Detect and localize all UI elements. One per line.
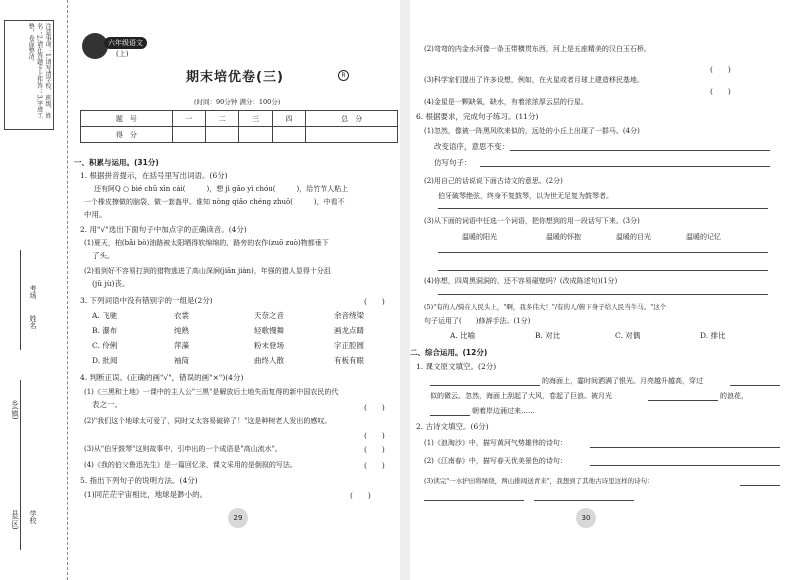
answer-paren[interactable]: ( ) bbox=[364, 461, 385, 470]
question-2-2: 2. 古诗文填空。(6分) bbox=[416, 422, 489, 431]
answer-line[interactable] bbox=[534, 500, 634, 501]
score-table bbox=[80, 110, 398, 143]
field-name: 姓名 bbox=[29, 315, 37, 329]
option-d-2: 袖筒 bbox=[174, 356, 189, 365]
grade-label: 六年级语文 bbox=[104, 37, 147, 49]
question-2-2-line-c: (3)读完"一水护田将绿绕，两山排闼送青来"，我想到了其他古诗里这样的诗句： bbox=[424, 477, 654, 485]
right-page bbox=[410, 0, 800, 580]
option-d: D. 排比 bbox=[700, 331, 726, 340]
answer-line[interactable] bbox=[424, 500, 524, 501]
table-row bbox=[81, 127, 398, 143]
option-b: B. 对比 bbox=[535, 331, 561, 340]
answer-paren[interactable]: ( ) bbox=[710, 87, 731, 96]
answer-paren[interactable]: ( ) bbox=[710, 65, 731, 74]
question-2-1-line-a: 的海面上，霎时间洒满了银光。月亮越升越高，穿过 bbox=[542, 377, 703, 385]
answer-line[interactable] bbox=[438, 252, 768, 253]
question-2-2-line-b: (2)《江南春》中，描写春天优美景色的诗句： bbox=[424, 457, 567, 465]
exam-title: 期末培优卷(三) bbox=[186, 70, 284, 85]
question-2: 2. 用"√"选出下面句子中加点字的正确读音。(4分) bbox=[80, 225, 247, 234]
question-5-line-a: (1)同茫茫宇宙相比，地球是渺小的。 bbox=[84, 490, 208, 499]
option-b-4: 画龙点睛 bbox=[334, 326, 364, 335]
word-choice-4: 温暖的记忆 bbox=[686, 233, 721, 241]
margin-line bbox=[20, 250, 21, 350]
question-6-line-b: (2)用自己的话说说下面古诗文的意思。(2分) bbox=[424, 177, 563, 185]
answer-line[interactable] bbox=[740, 485, 780, 486]
answer-line[interactable] bbox=[438, 208, 768, 209]
question-2-1-line-b: 似的微云。忽然，海面上刮起了大风，卷起了巨浪。被月光 bbox=[430, 392, 612, 400]
table-cell: 总 分 bbox=[306, 111, 398, 127]
word-choice-1: 温暖的阳光 bbox=[462, 233, 497, 241]
section-2-heading: 二、综合运用。(12分) bbox=[410, 348, 488, 357]
score-cell[interactable] bbox=[172, 127, 205, 143]
question-6-rewrite: 改变语序，意思不变： bbox=[434, 142, 509, 151]
question-6-line-d: (4)你想，四周黑洞洞的，还不容易碰壁吗？(改成陈述句)(1分) bbox=[424, 277, 618, 285]
table-row bbox=[81, 111, 398, 127]
question-6: 6. 根据要求，完成句子练习。(11分) bbox=[416, 112, 539, 121]
score-cell[interactable] bbox=[206, 127, 239, 143]
table-cell: 三 bbox=[239, 111, 272, 127]
option-b-2: 纯熟 bbox=[174, 326, 189, 335]
table-cell: 题 号 bbox=[81, 111, 173, 127]
question-6-line-e2: 句子运用了( )修辞手法。(1分) bbox=[424, 317, 531, 325]
question-4-line-b: 表之一。 bbox=[92, 400, 122, 409]
answer-paren[interactable]: ( ) bbox=[364, 403, 385, 412]
margin-line bbox=[20, 380, 21, 550]
question-2-2-line-a: (1)《浪淘沙》中，描写黄河气势雄伟的诗句： bbox=[424, 439, 567, 447]
question-4-line-c: (2)"我们这个地球太可爱了，同时又太容易破碎了！"这是种树老人发出的感叹。 bbox=[84, 417, 332, 425]
option-c-1: C. 伶俐 bbox=[92, 341, 118, 350]
margin-notes: 注意事项：1.请写清学校、班级、姓名；2.请在答题卡上作答；3.字迹工整，卷面整洁。 bbox=[4, 20, 54, 130]
word-choice-3: 温暖的目光 bbox=[616, 233, 651, 241]
option-c: C. 对偶 bbox=[615, 331, 641, 340]
question-3: 3. 下列词语中没有错别字的一组是(2分) bbox=[80, 296, 213, 305]
question-4: 4. 判断正误。(正确的画"√"，错误的画"×")(4分) bbox=[80, 373, 244, 382]
table-cell: 一 bbox=[172, 111, 205, 127]
answer-line[interactable] bbox=[730, 385, 780, 386]
question-4-line-e: (4)《我的伯父鲁迅先生》是一篇回忆录，课文采用的是倒叙的写法。 bbox=[84, 461, 297, 469]
question-6-line-c: (3)从下面的词语中任选一个词语，把你想到的用一段话写下来。(3分) bbox=[424, 217, 640, 225]
option-a: A. 比喻 bbox=[450, 331, 476, 340]
option-d-3: 曲终人散 bbox=[254, 356, 284, 365]
option-c-2: 萍藻 bbox=[174, 341, 189, 350]
score-cell[interactable] bbox=[239, 127, 272, 143]
option-b-3: 轻歌慢舞 bbox=[254, 326, 284, 335]
question-1-line-b: 一个橡皮擦做的脑袋，做一套盔甲。谁知 nòng qiǎo chéng zhuō( )，中看不 bbox=[84, 198, 345, 206]
question-2-line-b: 了头。 bbox=[92, 251, 115, 260]
question-1-line-a: 还有阿Q ○ bié chū xīn cái( )，想 jì gāo yì chóu( )，给竹节人粘上 bbox=[94, 185, 349, 193]
answer-line[interactable] bbox=[590, 465, 780, 466]
question-2-line-a: (1)夏天，柏(bǎi bò)油路被太阳晒得软绵绵的，路旁的农作(zuō zuò)物都垂下 bbox=[84, 239, 329, 247]
question-2-1: 1. 课文原文填空。(2分) bbox=[416, 362, 497, 371]
option-c-3: 粉末登场 bbox=[254, 341, 284, 350]
page-gutter bbox=[400, 0, 410, 580]
field-town: 乡(镇) bbox=[11, 400, 19, 420]
question-4-line-d: (3)从"伯牙鼓琴"这则故事中，引申出的一个成语是"高山流水"。 bbox=[84, 445, 282, 453]
answer-line[interactable] bbox=[480, 166, 770, 167]
grade-sub: (上) bbox=[116, 50, 129, 58]
answer-line[interactable] bbox=[510, 150, 770, 151]
option-d-1: D. 批阅 bbox=[92, 356, 118, 365]
answer-line[interactable] bbox=[430, 385, 540, 386]
answer-paren[interactable]: ( ) bbox=[364, 445, 385, 454]
question-1-line-c: 中用。 bbox=[84, 210, 107, 219]
word-choice-2: 温暖的怀抱 bbox=[546, 233, 581, 241]
option-a-4: 余音绕梁 bbox=[334, 311, 364, 320]
question-6-line-e1: (5)"有的人/骑在人民头上，"啊，我多伟大！"/有的人/俯下身子给人民当牛马。"这个 bbox=[424, 303, 667, 311]
question-4-line-a: (1)《三黑和土地》一课中的主人公"三黑"是解放后土地失而复得的新中国农民的代 bbox=[84, 388, 339, 396]
grade-badge bbox=[82, 35, 162, 63]
option-c-4: 字正腔圆 bbox=[334, 341, 364, 350]
right-q5-line-3: (3)科学家们提出了许多设想，例如，在火星或者月球上建造移民基地。 bbox=[424, 76, 644, 84]
binding-margin bbox=[0, 0, 68, 580]
question-2-1-line-c: 朝着岸边涌过来…… bbox=[472, 407, 535, 415]
field-school: 学校 bbox=[29, 510, 37, 524]
question-5: 5. 指出下列句子的说明方法。(4分) bbox=[80, 476, 198, 485]
answer-line[interactable] bbox=[438, 270, 768, 271]
answer-line[interactable] bbox=[438, 294, 768, 295]
option-d-4: 有板有眼 bbox=[334, 356, 364, 365]
option-a-3: 天奈之音 bbox=[254, 311, 284, 320]
page-number: 29 bbox=[228, 508, 248, 528]
section-1-heading: 一、积累与运用。(31分) bbox=[74, 158, 159, 167]
answer-paren[interactable]: ( ) bbox=[364, 431, 385, 440]
answer-line[interactable] bbox=[648, 400, 718, 401]
answer-line[interactable] bbox=[430, 415, 470, 416]
question-6-line-a: (1)忽然，像被一阵黑风吹来似的，远处的小丘上出现了一群马。(4分) bbox=[424, 127, 640, 135]
answer-line[interactable] bbox=[590, 447, 780, 448]
page-number: 30 bbox=[576, 508, 596, 528]
answer-paren[interactable]: ( ) bbox=[364, 297, 385, 306]
answer-paren[interactable]: ( ) bbox=[350, 491, 371, 500]
question-6-imitate: 仿写句子： bbox=[434, 158, 472, 167]
question-2-line-c: (2)看到好不容易打到的猎物逃进了高山深涧(jiān jiàn)，年强的猎人显得十分沮 bbox=[84, 267, 331, 275]
question-2-1-line-b2: 的浪花， bbox=[720, 392, 748, 400]
right-q5-line-4: (4)金星是一颗缺氧，缺水，有着浓浓厚云层的行星。 bbox=[424, 98, 588, 106]
table-cell: 四 bbox=[272, 111, 305, 127]
right-q5-line-2: (2)弯弯的内金水河像一条玉带横贯东西，河上是五座精美的汉白玉石桥。 bbox=[424, 45, 651, 53]
table-cell: 得 分 bbox=[81, 127, 173, 143]
option-a-1: A. 飞驰 bbox=[92, 311, 118, 320]
exam-time: (时间：90分钟 满分：100分) bbox=[194, 98, 281, 106]
field-county: 县(区) bbox=[11, 510, 19, 530]
question-2-line-d: (jǔ jù)丧。 bbox=[92, 279, 130, 288]
score-cell[interactable] bbox=[306, 127, 398, 143]
question-1: 1. 根据拼音提示，在括号里写出词语。(6分) bbox=[80, 171, 228, 180]
poem-text: 伯牙破琴绝弦，终身不复鼓琴，以为世无足复为鼓琴者。 bbox=[438, 192, 613, 200]
table-cell: 二 bbox=[206, 111, 239, 127]
option-a-2: 衣裳 bbox=[174, 311, 189, 320]
registered-icon: R bbox=[338, 70, 349, 81]
option-b-1: B. 瀑布 bbox=[92, 326, 118, 335]
field-exam-room: 考场 bbox=[29, 285, 37, 299]
score-cell[interactable] bbox=[272, 127, 305, 143]
